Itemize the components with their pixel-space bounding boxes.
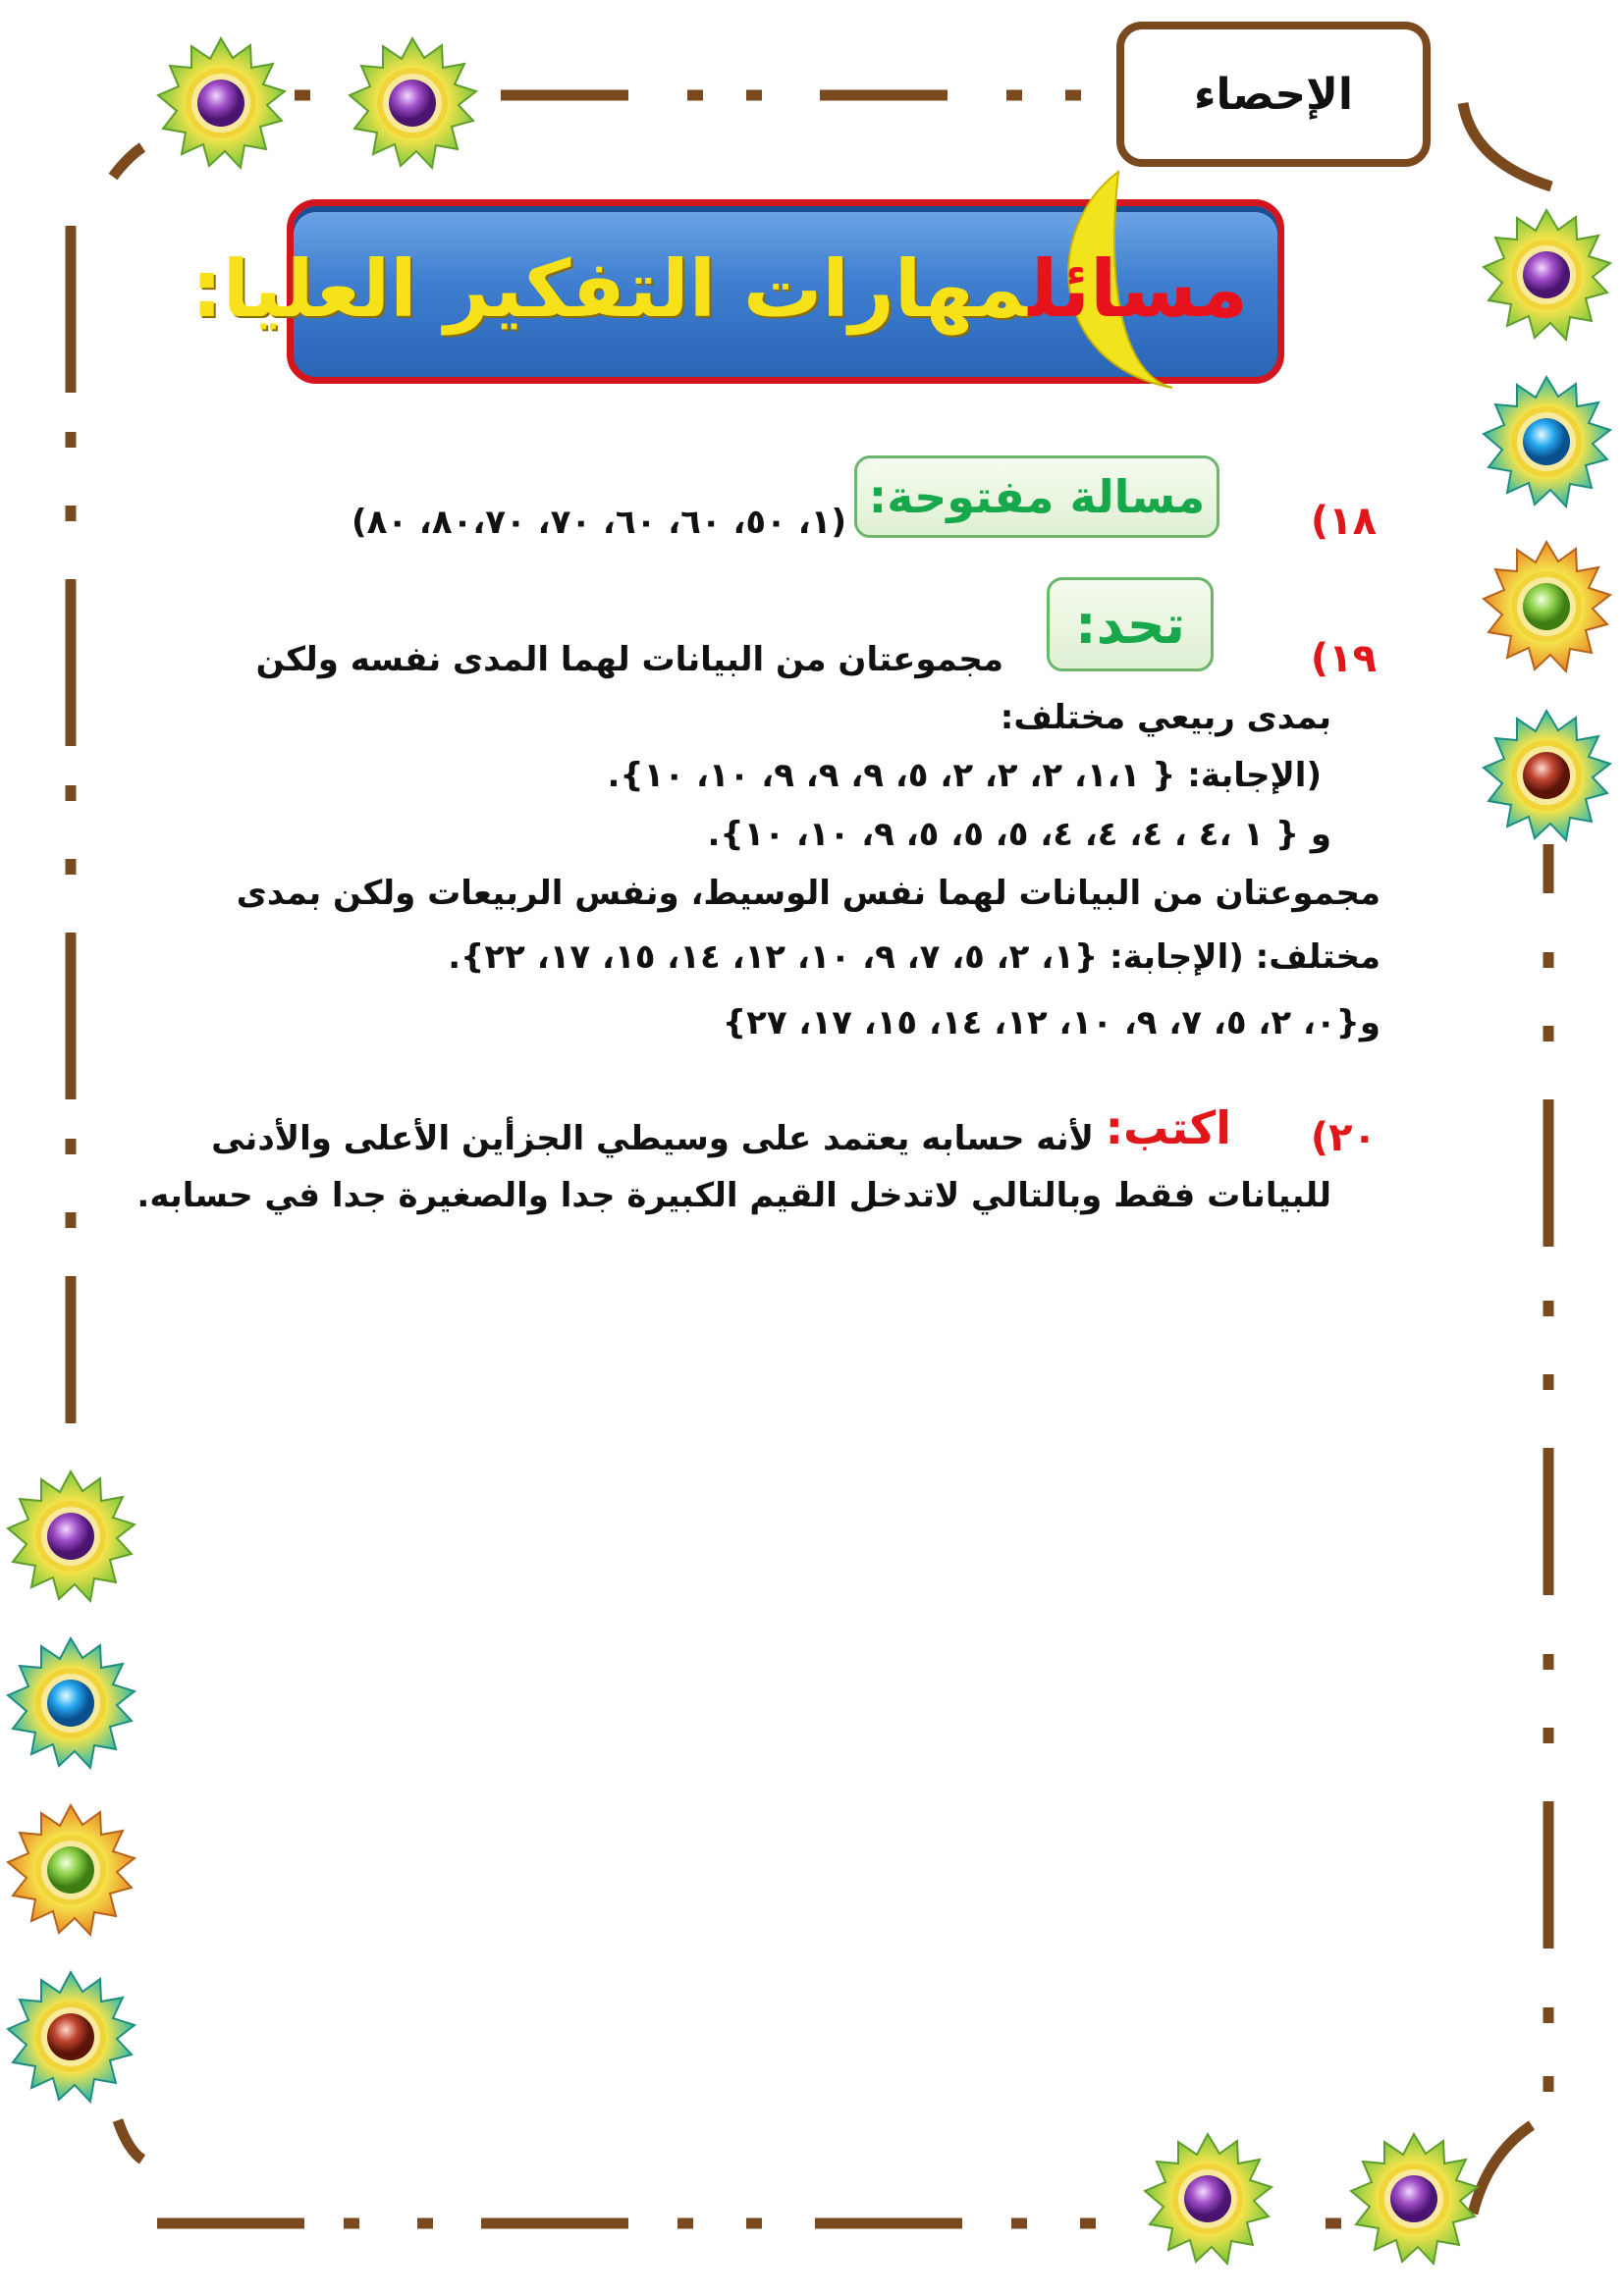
q19-number: ١٩) (1310, 636, 1377, 681)
q19-line-6: مختلف: (الإجابة: {١، ٢، ٥، ٧، ٩، ١٠، ١٢، ١٤، ١٥، ١٧، ٢٢}. (448, 937, 1380, 977)
q20-number: ٢٠) (1310, 1115, 1377, 1160)
subject-label: الإحصاء (1194, 69, 1353, 120)
q20-label: اكتب: (1105, 1101, 1231, 1154)
q19-line-2: بمدى ربيعي مختلف: (1000, 698, 1331, 737)
q19-line-1: مجموعتان من البيانات لهما المدى نفسه ولكن (255, 640, 1003, 679)
q19-label-box (1047, 577, 1214, 671)
page-title (191, 243, 1248, 335)
q19-label: تحد: (1075, 593, 1185, 656)
q18-answer: (١، ٥٠، ٦٠، ٦٠، ٧٠، ٨٠،٧٠، ٨٠) (352, 503, 846, 542)
q20-line-2: للبيانات فقط وبالتالي لاتدخل القيم الكبيرة جدا والصغيرة جدا في حسابه. (136, 1176, 1331, 1215)
q19-line-5: مجموعتان من البيانات لهما نفس الوسيط، ونفس الربيعات ولكن بمدى (236, 874, 1380, 913)
title-red-part: مسائل (1028, 243, 1248, 335)
q19-line-3: (الإجابة: { ١،١، ٢، ٢، ٢، ٥، ٩، ٩، ٩، ١٠، ١٠}. (607, 756, 1322, 795)
title-banner (190, 199, 1284, 384)
q18-label-box (854, 455, 1219, 538)
q18-number: ١٨) (1310, 499, 1377, 544)
q18-label: مسالة مفتوحة: (868, 470, 1206, 523)
q19-line-4: و { ١ ،٤ ، ٤، ٤، ٤، ٥، ٥، ٥، ٩، ١٠، ١٠}. (707, 815, 1331, 854)
title-yellow-part: مهارات التفكير العليا: (190, 243, 1029, 335)
q19-line-7: و{٠، ٢، ٥، ٧، ٩، ١٠، ١٢، ١٤، ١٥، ١٧، ٢٧} (722, 1003, 1380, 1042)
subject-label-box (1116, 22, 1431, 167)
q20-line-1: لأنه حسابه يعتمد على وسيطي الجزأين الأعلى والأدنى (211, 1119, 1094, 1158)
